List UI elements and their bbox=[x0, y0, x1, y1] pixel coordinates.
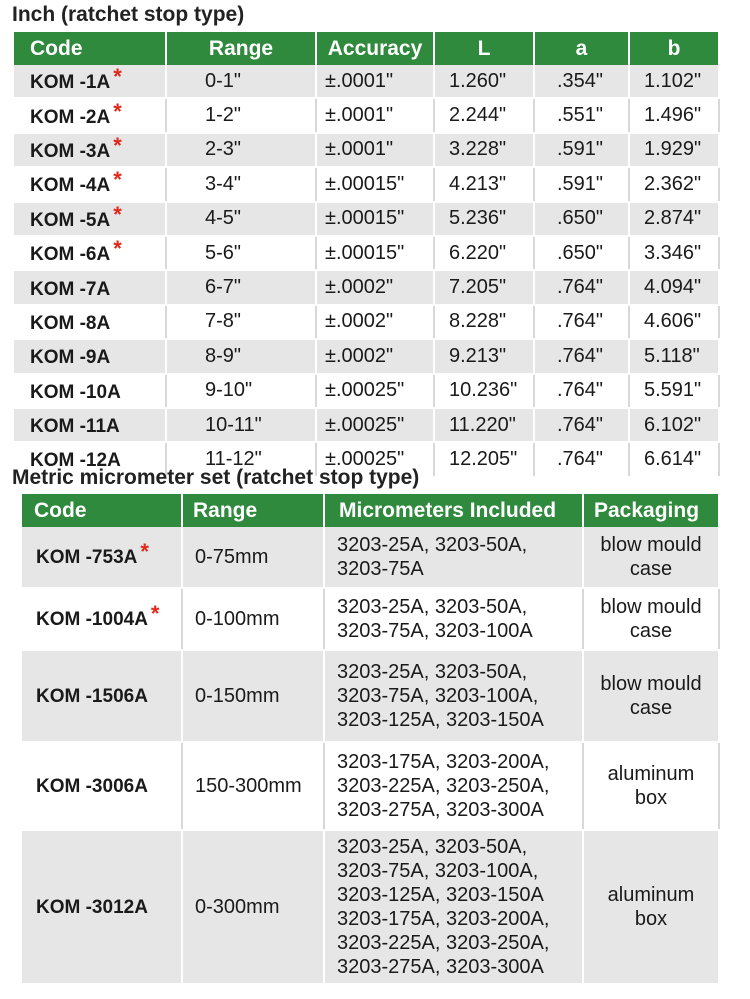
micrometer-line: 3203-125A, 3203-150A bbox=[337, 709, 544, 731]
cell-b: 3.346" bbox=[629, 236, 719, 270]
cell-accuracy: ±.00015" bbox=[316, 167, 434, 201]
cell-l: 5.236" bbox=[434, 202, 534, 236]
cell-l: 12.205" bbox=[434, 442, 534, 476]
column-header-l: L bbox=[434, 32, 534, 65]
cell-l: 9.213" bbox=[434, 339, 534, 373]
cell-code bbox=[14, 65, 166, 98]
table-row bbox=[14, 374, 719, 408]
micrometer-line: 3203-25A, 3203-50A, bbox=[337, 836, 528, 858]
table-row bbox=[14, 167, 719, 201]
column-header-range: Range bbox=[166, 32, 316, 65]
micrometer-line: 3203-75A bbox=[337, 558, 424, 580]
micrometer-line: 3203-175A, 3203-200A, bbox=[337, 751, 550, 773]
code-text: KOM -6A bbox=[30, 244, 111, 266]
cell-packaging bbox=[583, 588, 719, 650]
micrometer-line: 3203-125A, 3203-150A bbox=[337, 884, 544, 906]
packaging-line: case bbox=[629, 558, 673, 580]
micrometer-line: 3203-275A, 3203-300A bbox=[337, 956, 544, 978]
cell-micrometers-included bbox=[324, 650, 583, 742]
cell-b: 2.362" bbox=[629, 167, 719, 201]
packaging-line: box bbox=[634, 908, 668, 930]
cell-b: 1.102" bbox=[629, 65, 719, 98]
cell-packaging bbox=[583, 830, 719, 984]
cell-range: 0-1" bbox=[166, 65, 316, 98]
cell-accuracy: ±.0002" bbox=[316, 339, 434, 373]
cell-a: .764" bbox=[534, 374, 629, 408]
cell-code bbox=[22, 588, 182, 650]
cell-b: 6.102" bbox=[629, 408, 719, 442]
cell-b: 4.606" bbox=[629, 305, 719, 339]
cell-code bbox=[22, 650, 182, 742]
code-text: KOM -12A bbox=[30, 450, 121, 472]
cell-code bbox=[14, 133, 166, 167]
inch-table-title: Inch (ratchet stop type) bbox=[12, 3, 245, 26]
cell-l: 4.213" bbox=[434, 167, 534, 201]
code-text: KOM -3A bbox=[30, 140, 111, 162]
cell-packaging bbox=[583, 527, 719, 588]
inch-table-header-row bbox=[14, 32, 719, 65]
cell-range: 7-8" bbox=[166, 305, 316, 339]
cell-accuracy: ±.00015" bbox=[316, 236, 434, 270]
micrometer-line: 3203-175A, 3203-200A, bbox=[337, 908, 550, 930]
cell-code bbox=[14, 202, 166, 236]
cell-code bbox=[14, 339, 166, 373]
table-row bbox=[22, 830, 719, 984]
packaging-line: blow mould bbox=[600, 673, 702, 695]
code-text: KOM -5A bbox=[30, 209, 111, 231]
table-row bbox=[22, 742, 719, 830]
cell-range: 2-3" bbox=[166, 133, 316, 167]
cell-l: 3.228" bbox=[434, 133, 534, 167]
cell-a: .764" bbox=[534, 339, 629, 373]
metric-table-header-row bbox=[22, 494, 719, 527]
code-text: KOM -7A bbox=[30, 278, 111, 300]
micrometer-line: 3203-225A, 3203-250A, bbox=[337, 775, 550, 797]
cell-l: 6.220" bbox=[434, 236, 534, 270]
code-text: KOM -8A bbox=[30, 312, 111, 334]
cell-range: 4-5" bbox=[166, 202, 316, 236]
cell-accuracy: ±.0002" bbox=[316, 305, 434, 339]
packaging-line: blow mould bbox=[600, 534, 702, 556]
cell-a: .650" bbox=[534, 236, 629, 270]
cell-packaging bbox=[583, 650, 719, 742]
table-row bbox=[14, 202, 719, 236]
code-text: KOM -11A bbox=[30, 416, 120, 438]
table-row bbox=[14, 270, 719, 304]
cell-accuracy: ±.00015" bbox=[316, 202, 434, 236]
column-header-range: Range bbox=[182, 494, 324, 527]
code-text: KOM -753A bbox=[36, 547, 138, 568]
table-row bbox=[22, 527, 719, 588]
table-row bbox=[14, 305, 719, 339]
cell-l: 1.260" bbox=[434, 65, 534, 98]
cell-code bbox=[14, 236, 166, 270]
cell-micrometers-included bbox=[324, 527, 583, 588]
cell-accuracy: ±.00025" bbox=[316, 442, 434, 476]
cell-range: 10-11" bbox=[166, 408, 316, 442]
micrometer-line: 3203-25A, 3203-50A, bbox=[337, 534, 528, 556]
asterisk-mark: * bbox=[113, 132, 122, 158]
packaging-line: aluminum bbox=[607, 763, 695, 785]
cell-range: 5-6" bbox=[166, 236, 316, 270]
inch-spec-table bbox=[14, 32, 720, 478]
cell-accuracy: ±.00025" bbox=[316, 408, 434, 442]
column-header-packaging: Packaging bbox=[583, 494, 719, 527]
cell-a: .591" bbox=[534, 167, 629, 201]
packaging-line: box bbox=[634, 787, 668, 809]
cell-a: .650" bbox=[534, 202, 629, 236]
cell-code bbox=[22, 742, 182, 830]
micrometer-line: 3203-25A, 3203-50A, bbox=[337, 661, 528, 683]
cell-range: 3-4" bbox=[166, 167, 316, 201]
asterisk-mark: * bbox=[150, 601, 160, 626]
cell-a: .764" bbox=[534, 442, 629, 476]
cell-code bbox=[14, 408, 166, 442]
cell-l: 7.205" bbox=[434, 270, 534, 304]
cell-a: .551" bbox=[534, 98, 629, 132]
cell-range: 0-150mm bbox=[182, 650, 324, 742]
micrometer-line: 3203-75A, 3203-100A, bbox=[337, 860, 539, 882]
code-text: KOM -10A bbox=[30, 381, 121, 403]
asterisk-mark: * bbox=[113, 236, 122, 262]
cell-micrometers-included bbox=[324, 830, 583, 984]
cell-b: 1.496" bbox=[629, 98, 719, 132]
code-text: KOM -9A bbox=[30, 347, 111, 369]
cell-code bbox=[22, 830, 182, 984]
cell-micrometers-included bbox=[324, 742, 583, 830]
packaging-line: blow mould bbox=[600, 596, 702, 618]
column-header-b: b bbox=[629, 32, 719, 65]
code-text: KOM -1506A bbox=[36, 686, 148, 707]
cell-accuracy: ±.0001" bbox=[316, 133, 434, 167]
packaging-line: case bbox=[629, 697, 673, 719]
code-text: KOM -1A bbox=[30, 72, 111, 94]
cell-l: 8.228" bbox=[434, 305, 534, 339]
cell-micrometers-included bbox=[324, 588, 583, 650]
cell-b: 5.591" bbox=[629, 374, 719, 408]
table-row bbox=[22, 588, 719, 650]
asterisk-mark: * bbox=[113, 98, 122, 124]
cell-range: 150-300mm bbox=[182, 742, 324, 830]
cell-b: 2.874" bbox=[629, 202, 719, 236]
cell-code bbox=[14, 305, 166, 339]
cell-accuracy: ±.0002" bbox=[316, 270, 434, 304]
micrometer-line: 3203-75A, 3203-100A bbox=[337, 620, 533, 642]
cell-a: .764" bbox=[534, 408, 629, 442]
cell-range: 6-7" bbox=[166, 270, 316, 304]
table-row bbox=[14, 98, 719, 132]
cell-code bbox=[14, 98, 166, 132]
table-row bbox=[14, 133, 719, 167]
cell-code bbox=[22, 527, 182, 588]
cell-l: 11.220" bbox=[434, 408, 534, 442]
cell-a: .764" bbox=[534, 305, 629, 339]
column-header-accuracy: Accuracy bbox=[316, 32, 434, 65]
table-row bbox=[22, 650, 719, 742]
cell-b: 6.614" bbox=[629, 442, 719, 476]
cell-b: 5.118" bbox=[629, 339, 719, 373]
column-header-code: Code bbox=[14, 32, 166, 65]
table-row bbox=[14, 65, 719, 98]
code-text: KOM -1004A bbox=[36, 609, 148, 630]
cell-packaging bbox=[583, 742, 719, 830]
cell-a: .591" bbox=[534, 133, 629, 167]
cell-range: 8-9" bbox=[166, 339, 316, 373]
cell-accuracy: ±.00025" bbox=[316, 374, 434, 408]
cell-code bbox=[14, 374, 166, 408]
packaging-line: case bbox=[629, 620, 673, 642]
cell-code bbox=[14, 270, 166, 304]
cell-range: 0-75mm bbox=[182, 527, 324, 588]
cell-l: 10.236" bbox=[434, 374, 534, 408]
code-text: KOM -3006A bbox=[36, 776, 148, 797]
cell-code bbox=[14, 167, 166, 201]
cell-range: 11-12" bbox=[166, 442, 316, 476]
asterisk-mark: * bbox=[113, 167, 122, 193]
cell-l: 2.244" bbox=[434, 98, 534, 132]
cell-a: .764" bbox=[534, 270, 629, 304]
micrometer-line: 3203-25A, 3203-50A, bbox=[337, 596, 528, 618]
cell-b: 1.929" bbox=[629, 133, 719, 167]
metric-table-title: Metric micrometer set (ratchet stop type) bbox=[12, 466, 420, 489]
table-row bbox=[14, 408, 719, 442]
asterisk-mark: * bbox=[113, 201, 122, 227]
cell-range: 1-2" bbox=[166, 98, 316, 132]
packaging-line: aluminum bbox=[607, 884, 695, 906]
code-text: KOM -3012A bbox=[36, 897, 148, 918]
cell-a: .354" bbox=[534, 65, 629, 98]
cell-accuracy: ±.0001" bbox=[316, 65, 434, 98]
cell-range: 9-10" bbox=[166, 374, 316, 408]
micrometer-line: 3203-75A, 3203-100A, bbox=[337, 685, 539, 707]
micrometer-line: 3203-275A, 3203-300A bbox=[337, 799, 544, 821]
asterisk-mark: * bbox=[140, 539, 149, 564]
asterisk-mark: * bbox=[113, 65, 122, 90]
cell-accuracy: ±.0001" bbox=[316, 98, 434, 132]
code-text: KOM -4A bbox=[30, 175, 111, 197]
table-row bbox=[14, 339, 719, 373]
column-header-code: Code bbox=[22, 494, 182, 527]
cell-range: 0-100mm bbox=[182, 588, 324, 650]
code-text: KOM -2A bbox=[30, 106, 111, 128]
cell-range: 0-300mm bbox=[182, 830, 324, 984]
table-row bbox=[14, 236, 719, 270]
micrometer-line: 3203-225A, 3203-250A, bbox=[337, 932, 550, 954]
metric-set-table bbox=[22, 494, 720, 985]
cell-b: 4.094" bbox=[629, 270, 719, 304]
column-header-micrometers-included: Micrometers Included bbox=[324, 494, 583, 527]
column-header-a: a bbox=[534, 32, 629, 65]
